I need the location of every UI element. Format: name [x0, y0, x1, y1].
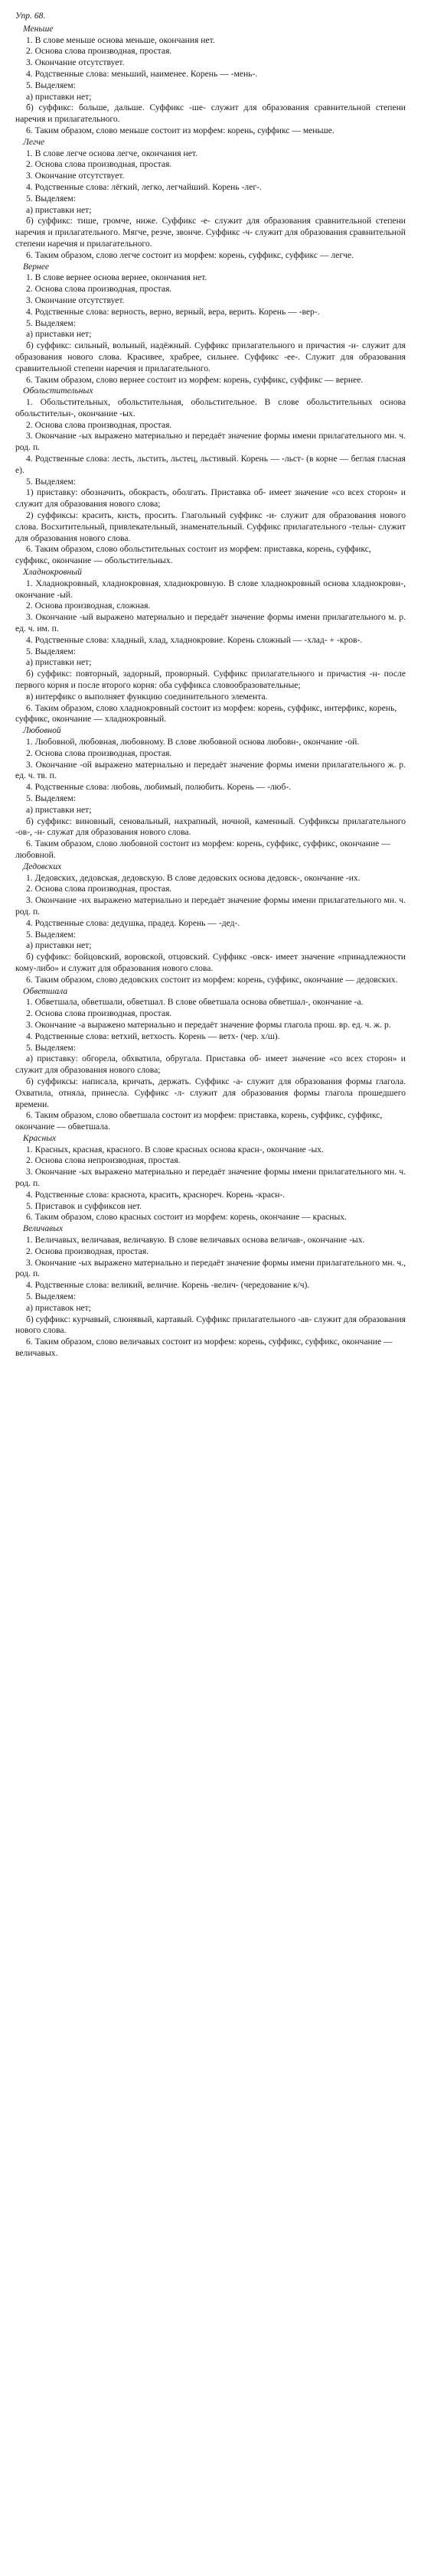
section-title: Легче	[23, 136, 45, 147]
analysis-line: б) суффикс: курчавый, слюнявый, картавый. Суффикс прилагательного -ав- служит для образования нового слова.	[15, 1314, 406, 1336]
analysis-line: 6. Таким образом, слово легче состоит из морфем: корень, суффикс, суффикс — легче.	[26, 249, 354, 260]
analysis-line: 2. Основа слова производная, простая.	[26, 46, 172, 57]
analysis-line: 1) приставку: обозначить, обокрасть, оболгать. Приставка об- имеет значение «со всех сторон» и служит для образования нового слова;	[15, 487, 406, 510]
analysis-line: а) приставки нет;	[26, 91, 92, 102]
word-analysis-section	[15, 725, 406, 861]
analysis-line: а) приставку: обгорела, обхватила, обругала. Приставка об- имеет значение «со всех сторон» и служит для образования нового слова;	[15, 1054, 406, 1076]
analysis-line: 5. Выделяем:	[26, 646, 76, 656]
analysis-line: а) приставки нет;	[26, 804, 92, 815]
analysis-line: а) приставок нет;	[26, 1302, 91, 1313]
analysis-line: 6. Таким образом, слово любовной состоит из морфем: корень, суффикс, суффикс, окончание — любовной.	[15, 839, 390, 860]
analysis-line: 3. Окончание -ый выражено материально и передаёт значение формы имени прилагательного м. р. ед. ч. им. п.	[15, 612, 406, 634]
section-title: Хладнокровный	[23, 567, 82, 578]
analysis-line: 4. Родственные слова: хладный, хлад, хладнокровие. Корень сложный — -хлад- + -кров-.	[26, 634, 363, 645]
analysis-line: б) суффикс: сильный, вольный, надёжный. Суффикс прилагательного и причастия -н- служит для образования нового слова. Красивее, храбрее, сильнее. Суффикс -ее-. Служит для образования сравнительной степени наречия и прилагательного.	[15, 340, 406, 373]
analysis-line: б) суффикс: виновный, сеновальный, нахрапный, ночной, каменный. Суффиксы прилагательного -ов-, -н- служат для образования нового слова.	[15, 816, 406, 838]
analysis-line: 6. Таким образом, слово вернее состоит из морфем: корень, суффикс, суффикс — вернее.	[26, 374, 364, 385]
analysis-line: 1. Величавых, величавая, величавую. В слове величавых основа величав-, окончание -ых.	[26, 1235, 365, 1246]
section-title: Красных	[23, 1132, 57, 1143]
section-title: Обольстительных	[23, 386, 93, 396]
analysis-line: 2. Основа слова непроизводная, простая.	[26, 1155, 181, 1166]
analysis-line: 3. Окончание отсутствует.	[26, 295, 125, 305]
analysis-line: 3. Окончание -а выражено материально и передаёт значение формы глагола прош. вр. ед. ч. ж. р.	[26, 1019, 391, 1030]
analysis-line: б) суффикс: бойцовский, воровской, отцовский. Суффикс -овск- имеет значение «принадлежности кому-либо» и служит для образования нового слова.	[15, 952, 406, 973]
analysis-line: 5. Выделяем:	[26, 193, 76, 204]
analysis-line: 5. Выделяем:	[26, 793, 76, 803]
analysis-line: 4. Родственные слова: ветхий, ветхость. Корень — ветх- (чеp. х/ш).	[26, 1031, 280, 1041]
analysis-line: а) приставки нет;	[26, 940, 92, 951]
word-analysis-section	[15, 262, 406, 386]
analysis-line: 1. Обветшала, обветшали, обветшал. В слове обветшала основа обветшал-, окончание -а.	[26, 997, 364, 1008]
word-analysis-section	[15, 986, 406, 1133]
analysis-line: 1. В слове меньше основа меньше, окончания нет.	[26, 34, 215, 45]
analysis-line: 1. Любовной, любовная, любовному. В слове любовной основа любовн-, окончание -ой.	[26, 737, 360, 747]
analysis-line: 1. Красных, красная, красного. В слове красных основа красн-, окончание -ых.	[26, 1144, 325, 1154]
analysis-line: б) суффикс: больше, дальше. Суффикс -ше- служит для образования сравнительной степени наречия и прилагательного.	[15, 103, 406, 125]
analysis-line: 1. Обольстительных, обольстительная, обольстительное. В слове обольстительных основа обольстительн-, окончание -ых.	[15, 397, 406, 418]
analysis-line: 1. Хладнокровный, хладнокровная, хладнокровную. В слове хладнокровный основа хладнокровн-, окончание -ый.	[15, 578, 406, 600]
analysis-line: 4. Родственные слова: лесть, льстить, льстец, льстивый. Корень — -льст- (в корне — беглая гласная е).	[15, 454, 406, 475]
analysis-line: 1. В слове легче основа легче, окончания нет.	[26, 148, 197, 158]
analysis-line: 2. Основа производная, простая.	[26, 1246, 149, 1256]
word-analysis-section	[15, 567, 406, 725]
analysis-line: 4. Родственные слова: лёгкий, легко, легчайший. Корень -лег-.	[26, 181, 262, 192]
analysis-line: 5. Выделяем:	[26, 1291, 76, 1302]
analysis-line: 6. Таким образом, слово хладнокровный состоит из морфем: корень, суффикс, интерфикс, корень, суффикс, окончание — хладнокровный.	[15, 702, 397, 725]
analysis-line: 2. Основа производная, сложная.	[26, 601, 151, 611]
section-title: Обветшала	[23, 985, 68, 996]
analysis-line: а) приставки нет;	[26, 329, 92, 340]
analysis-line: 6. Таким образом, слово обольстительных состоит из морфем: приставка, корень, суффикс, суффикс, окончание — обольстительных.	[15, 544, 371, 566]
analysis-line: 5. Выделяем:	[26, 476, 76, 487]
analysis-line: 6. Таким образом, слово меньше состоит из морфем: корень, суффикс — меньше.	[26, 125, 335, 135]
analysis-line: 5. Выделяем:	[26, 318, 76, 328]
section-title: Любовной	[23, 725, 61, 736]
analysis-line: 3. Окончание отсутствует.	[26, 57, 125, 68]
analysis-line: 5. Выделяем:	[26, 929, 76, 940]
analysis-line: 2. Основа слова производная, простая.	[26, 1008, 172, 1019]
section-title: Вернее	[23, 261, 50, 272]
analysis-line: 5. Приставок и суффиксов нет.	[26, 1200, 142, 1211]
analysis-line: 4. Родственные слова: дедушка, прадед. Корень — -дед-.	[26, 917, 240, 928]
analysis-line: 2. Основа слова производная, простая.	[26, 884, 172, 894]
word-analysis-section	[15, 386, 406, 567]
analysis-line: 5. Выделяем:	[26, 1042, 76, 1053]
analysis-line: 2) суффиксы: красить, кисть, просить. Глагольный суффикс -и- служит для образования нового слова. Восхитительный, привлекательный, знаменательный. Суффикс прилагательного -тельн- служит для образования нового слова.	[15, 510, 406, 543]
analysis-line: 3. Окончание -ых выражено материально и передаёт значение формы имени прилагательного мн. ч. род. п.	[15, 431, 406, 453]
section-title: Дедовских	[23, 861, 62, 871]
analysis-line: 3. Окончание -их выражено материально и передаёт значение формы имени прилагательного мн. ч. род. п.	[15, 895, 406, 917]
section-title: Величавых	[23, 1223, 64, 1234]
analysis-line: 6. Таким образом, слово дедовских состоит из морфем: корень, суффикс, окончание — дедовских.	[26, 974, 398, 985]
word-analysis-section	[15, 1223, 406, 1360]
analysis-line: 1. Дедовских, дедовская, дедовскую. В слове дедовских основа дедовск-, окончание -их.	[26, 872, 361, 883]
analysis-line: 5. Выделяем:	[26, 80, 76, 90]
analysis-line: 6. Таким образом, слово величавых состоит из морфем: корень, суффикс, суффикс, окончание — величавых.	[15, 1337, 393, 1359]
word-analysis-section	[15, 137, 406, 262]
analysis-line: б) суффиксы: написала, кричать, держать. Суффикс -а- служит для образования формы глагола. Охватила, отняла, принесла. Суффикс -л- служит для образования формы глагола прошедшего времени.	[15, 1076, 406, 1109]
analysis-line: 6. Таким образом, слово обветшала состоит из морфем: приставка, корень, суффикс, суффикс, окончание — обветшала.	[15, 1110, 383, 1132]
analysis-line: 2. Основа слова производная, простая.	[26, 419, 172, 430]
analysis-line: 4. Родственные слова: краснота, красить, краснореч. Корень -красн-.	[26, 1189, 286, 1200]
word-analysis-section	[15, 1133, 406, 1223]
analysis-line: а) приставки нет;	[26, 204, 92, 215]
analysis-line: 4. Родственные слова: верность, верно, верный, вера, верить. Корень — -вер-.	[26, 306, 320, 317]
analysis-line: 4. Родственные слова: любовь, любимый, полюбить. Корень — -люб-.	[26, 782, 292, 793]
analysis-line: 2. Основа слова производная, простая.	[26, 747, 172, 758]
section-title: Меньше	[23, 23, 54, 34]
word-analysis-section	[15, 861, 406, 986]
analysis-line: 1. В слове вернее основа вернее, окончания нет.	[26, 272, 207, 283]
sections-container	[15, 24, 406, 1360]
analysis-line: б) суффикс: тише, громче, ниже. Суффикс -е- служит для образования сравнительной степени наречия и прилагательного. Мягче, резче, звонче. Суффикс -ч- служит для образования сравнительной степени наречия и прилагательного.	[15, 216, 406, 249]
analysis-line: 3. Окончание -ых выражено материально и передаёт значение формы имени прилагательного мн. ч. род. п.	[15, 1167, 406, 1189]
analysis-line: 3. Окончание -ой выражено материально и передаёт значение формы имени прилагательного ж. р. ед. ч. тв. п.	[15, 759, 406, 781]
exercise-title: Упр. 68.	[15, 11, 46, 21]
analysis-line: 6. Таким образом, слово красных состоит из морфем: корень, окончание — красных.	[26, 1212, 347, 1223]
analysis-line: 4. Родственные слова: меньший, наименее. Корень — -мень-.	[26, 68, 258, 79]
word-analysis-section	[15, 24, 406, 137]
analysis-line: 3. Окончание отсутствует.	[26, 171, 125, 181]
analysis-line: б) суффикс: повторный, задорный, проворный. Суффикс прилагательного и причастия -н- после первого корня и после второго корня: оба суффикса словообразовательные;	[15, 669, 406, 691]
analysis-line: 2. Основа слова производная, простая.	[26, 284, 172, 295]
analysis-line: а) приставки нет;	[26, 657, 92, 668]
analysis-line: 4. Родственные слова: великий, величие. Корень -велич- (чередование к/ч).	[26, 1280, 310, 1291]
analysis-line: 2. Основа слова производная, простая.	[26, 159, 172, 170]
analysis-line: в) интерфикс о выполняет функцию соединительного элемента.	[26, 691, 268, 702]
analysis-line: 3. Окончание -ых выражено материально и передаёт значение формы имени прилагательного мн. ч., род. п.	[15, 1257, 406, 1279]
